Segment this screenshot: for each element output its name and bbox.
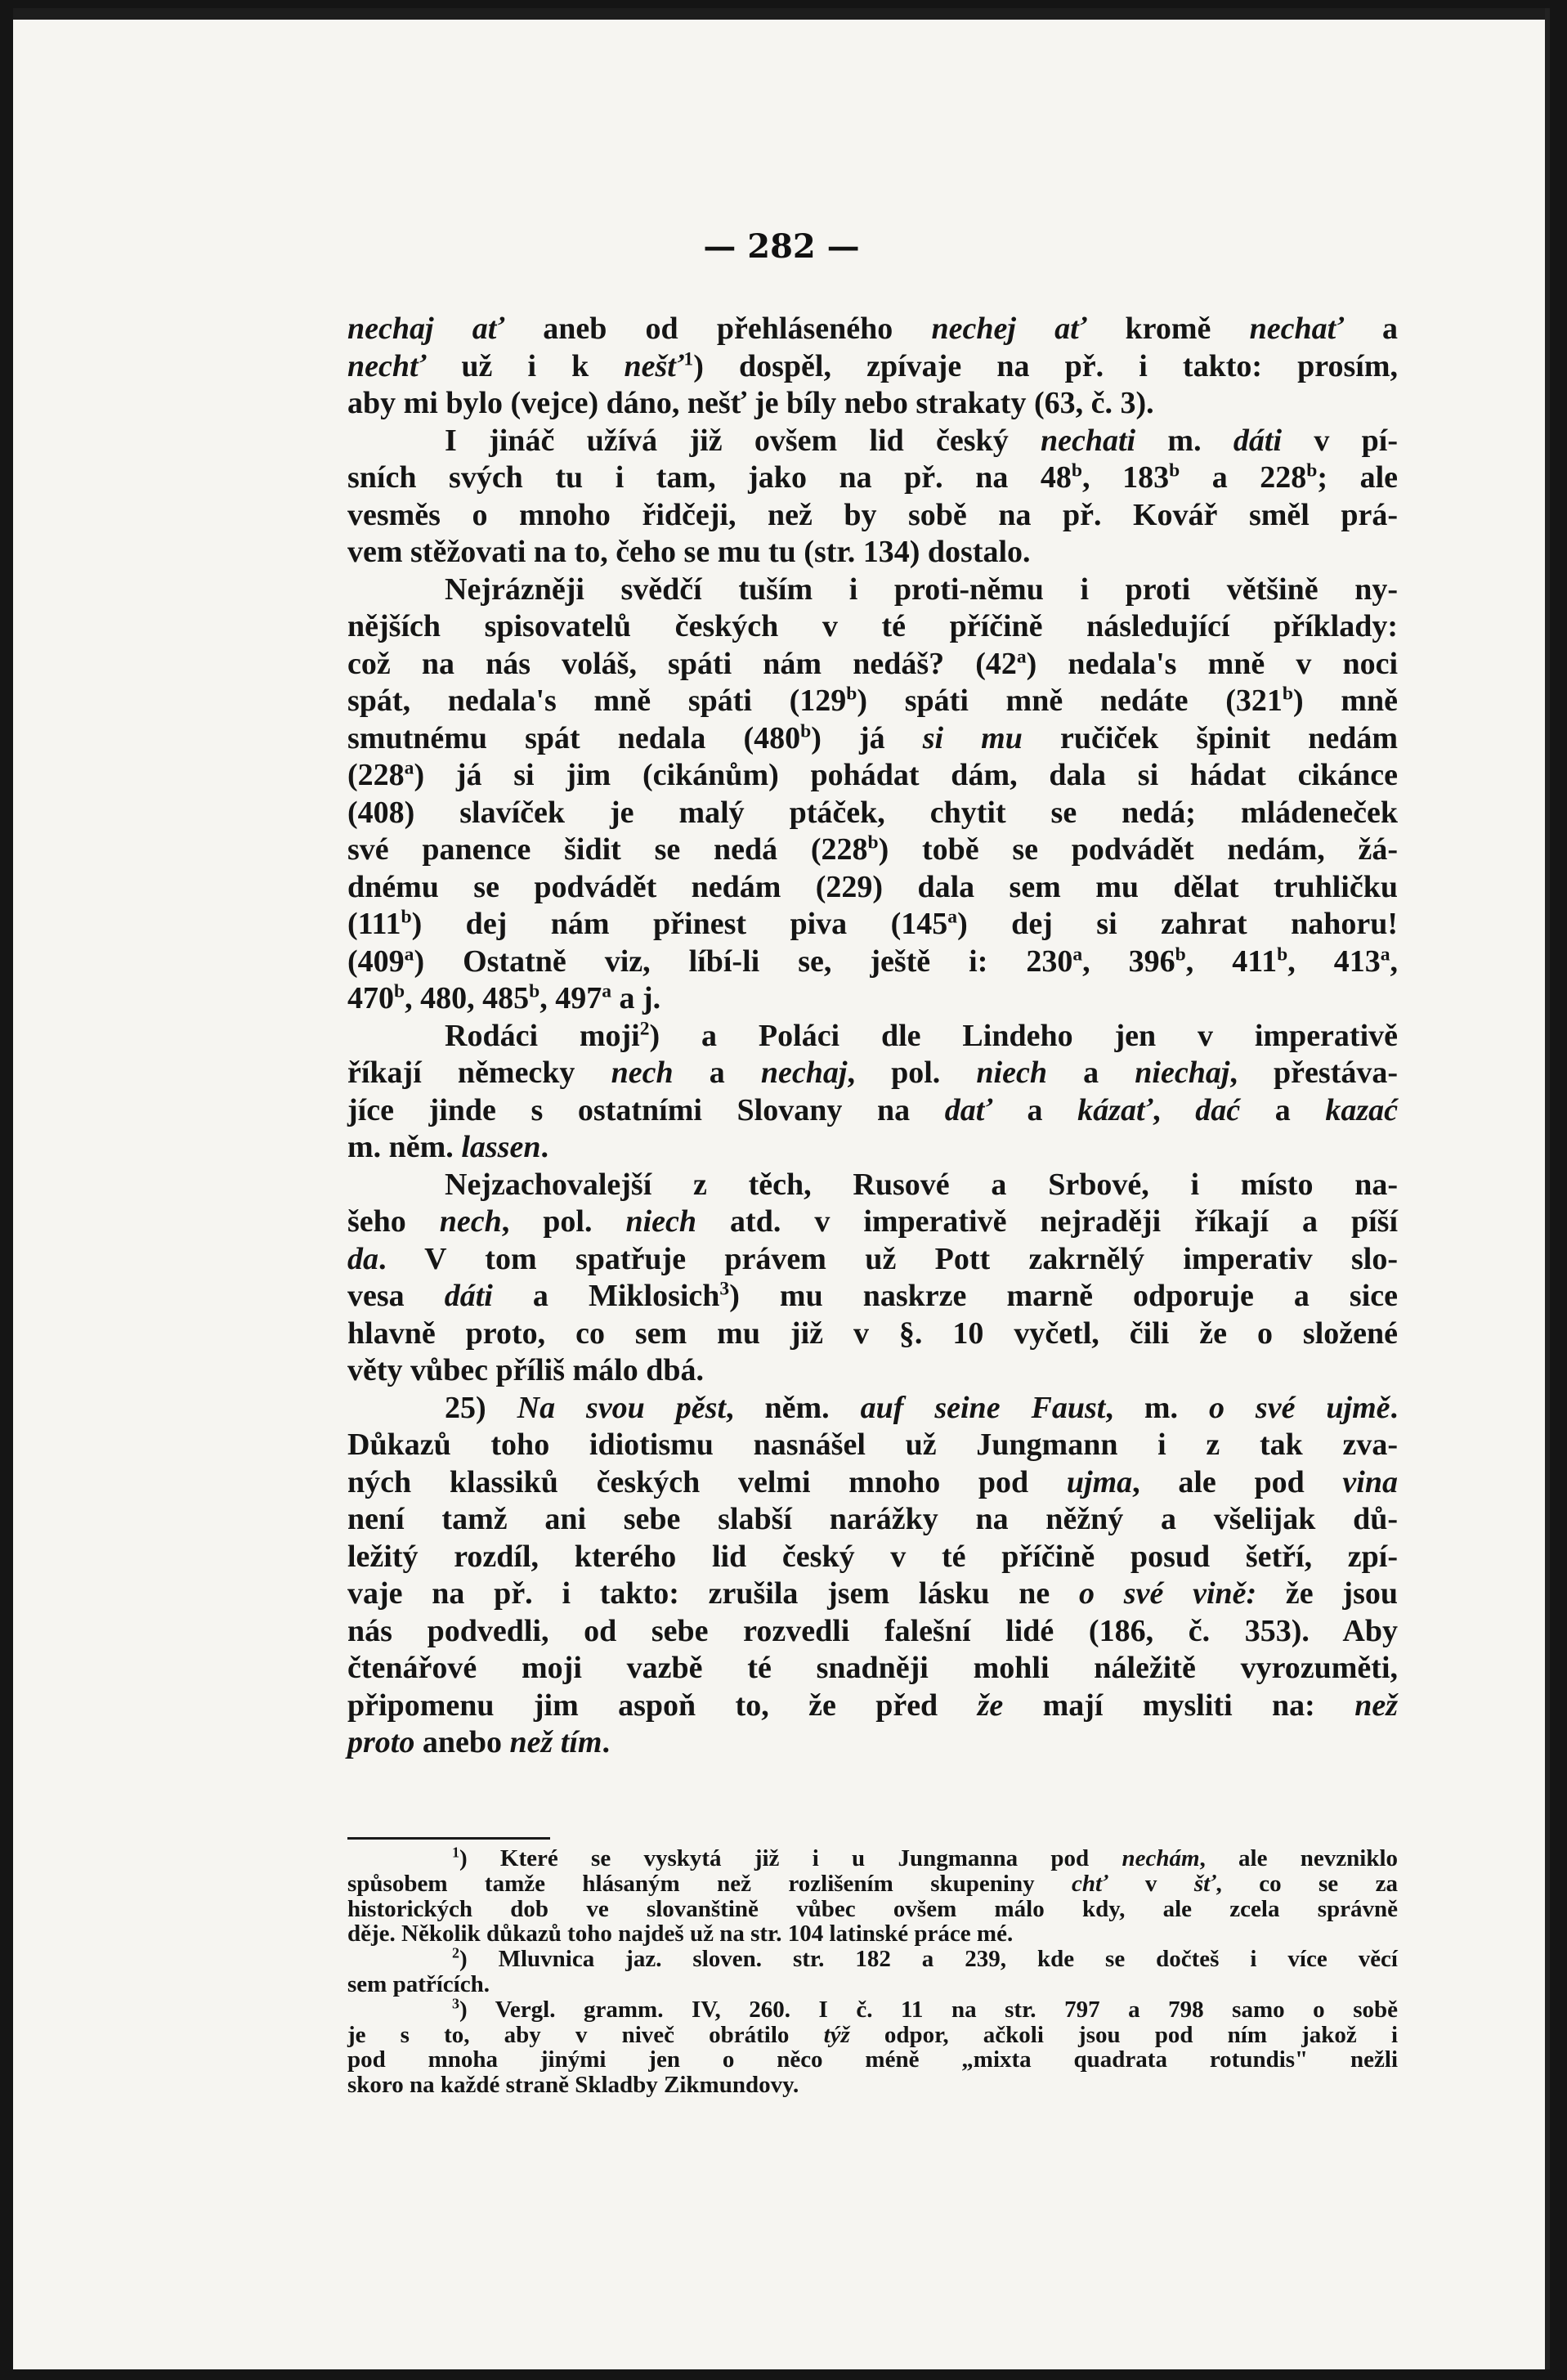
body-line: hlavně proto, co sem mu již v §. 10 vyčetl, čili že o složené: [347, 1315, 1398, 1351]
body-line: Nejzachovalejší z těch, Rusové a Srbové, i místo na-: [445, 1167, 1398, 1202]
body-line: vem stěžovati na to, čeho se mu tu (str. 134) dostalo.: [347, 535, 1031, 569]
body-line: 25) Na svou pěst, něm. auf seine Faust, m. o své ujmě.: [445, 1390, 1399, 1425]
body-line: Rodáci moji$^2$) a Poláci dle Lindeho jen v imperativě: [445, 1017, 1399, 1053]
body-line: připomenu jim aspoň to, že před že mají mysliti na: než: [347, 1688, 1398, 1723]
body-line: proto anebo než tím.: [347, 1725, 610, 1759]
body-line: (409$^a$) Ostatně viz, líbí-li se, ještě i: 230$^a$, 396$^b$, 411$^b$, 413$^a$,: [347, 943, 1399, 979]
footnote-line: $^1$) Které se vyskytá již i u Jungmanna pod nechám, ale nevzniklo: [452, 1844, 1399, 1871]
footnote-line: sem patřících.: [347, 1970, 490, 1997]
body-line: věty vůbec příliš málo dbá.: [347, 1353, 704, 1387]
body-line: což na nás voláš, spáti nám nedáš? (42$^a$) nedala's mně v noci: [347, 645, 1399, 681]
body-line: šeho nech, pol. niech atd. v imperativě nejraději říkají a píší: [347, 1204, 1398, 1239]
body-line: nechaj ať aneb od přehláseného nechej ať kromě nechať a: [347, 312, 1398, 346]
body-line: ležitý rozdíl, kterého lid český v té příčině posud šetří, zpí-: [347, 1539, 1398, 1574]
footnote-line: pod mnoha jinými jen o něco méně „mixta quadrata rotundis" nežli: [347, 2046, 1398, 2073]
document-page: [13, 8, 1550, 2369]
body-line: Nejrázněji svědčí tuším i proti-němu i proti většině ny-: [445, 571, 1398, 607]
footnote-separator: [347, 1837, 550, 1840]
footnote-line: $^2$) Mluvnica jaz. sloven. str. 182 a 239, kde se dočteš i více věcí: [452, 1944, 1398, 1973]
body-line: sních svých tu i tam, jako na př. na 48$^b$, 183$^b$ a 228$^b$; ale: [347, 459, 1398, 495]
body-line: Důkazů toho idiotismu nasnášel už Jungmann i z tak zva-: [347, 1428, 1398, 1462]
body-line: spát, nedala's mně spáti (129$^b$) spáti mně nedáte (321$^b$) mně: [347, 683, 1398, 718]
scan-border-right: [1545, 8, 1550, 2369]
body-line: říkají německy nech a nechaj, pol. niech a niechaj, přestáva-: [347, 1056, 1399, 1090]
body-line: da. V tom spatřuje právem už Pott zakrnělý imperativ slo-: [347, 1241, 1398, 1276]
body-line: I jináč užívá již ovšem lid český nechati m. dáti v pí-: [445, 423, 1398, 458]
body-line: ných klassiků českých velmi mnoho pod ujma, ale pod vina: [347, 1464, 1398, 1499]
footnote-line: děje. Několik důkazů toho najdeš už na str. 104 latinské práce mé.: [347, 1921, 1014, 1947]
body-line: smutnému spát nedala (480$^b$) já si mu ručiček špinit nedám: [347, 719, 1399, 755]
body-line: vaje na př. i takto: zrušila jsem lásku ne o své vině: že jsou: [347, 1576, 1399, 1611]
scan-border-top: [13, 8, 1550, 20]
footnote-line: $^3$) Vergl. gramm. IV, 260. I č. 11 na str. 797 a 798 samo o sobě: [452, 1995, 1398, 2023]
footnote-line: historických dob ve slovanštině vůbec ovšem málo kdy, ale zcela správně: [347, 1895, 1398, 1922]
body-line: (228$^a$) já si jim (cikánům) pohádat dám, dala si hádat cikánce: [347, 757, 1398, 792]
body-line: nějších spisovatelů českých v té příčině následující příklady:: [347, 609, 1398, 643]
body-line: (111$^b$) dej nám přinest piva (145$^a$) dej si zahrat nahoru!: [347, 906, 1398, 941]
body-line: m. něm. lassen.: [347, 1130, 548, 1164]
body-line: vesměs o mnoho řidčeji, než by sobě na př. Kovář směl prá-: [347, 497, 1398, 532]
footnote-line: spůsobem tamže hlásaným než rozlišením skupeniny chť v šť, co se za: [347, 1870, 1398, 1897]
body-line: jíce jinde s ostatními Slovany na dať a kázať, dać a kazać: [347, 1092, 1399, 1127]
body-line: nechť už i k nešť$^1$) dospěl, zpívaje na př. i takto: prosím,: [347, 347, 1398, 383]
body-line: nás podvedli, od sebe rozvedli falešní lidé (186, č. 353). Aby: [347, 1613, 1398, 1648]
body-line: (408) slavíček je malý ptáček, chytit se nedá; mládeneček: [347, 795, 1398, 830]
footnote-line: je s to, aby v niveč obrátilo týž odpor, ačkoli jsou pod ním jakož i: [347, 2021, 1398, 2048]
body-line: vesa dáti a Miklosich$^3$) mu naskrze marně odporuje a sice: [347, 1278, 1399, 1313]
footnote-line: skoro na každé straně Skladby Zikmundovy.: [347, 2072, 799, 2099]
body-line: dnému se podvádět nedám (229) dala sem mu dělat truhličku: [347, 869, 1398, 904]
body-line: aby mi bylo (vejce) dáno, nešť je bíly nebo strakaty (63, č. 3).: [347, 386, 1154, 420]
body-line: není tamž ani sebe slabší narážky na něžný a všelijak dů-: [347, 1502, 1398, 1536]
body-text: [347, 311, 1398, 1762]
body-line: 470$^b$, 480, 485$^b$, 497$^a$ a j.: [347, 980, 661, 1015]
body-line: své panence šidit se nedá (228$^b$) tobě se podvádět nedám, žá-: [347, 831, 1398, 867]
body-line: čtenářové moji vazbě té snadněji mohli náležitě vyrozuměti,: [347, 1651, 1398, 1685]
footnotes: [347, 1846, 1398, 2098]
page-number: — 282 —: [703, 227, 860, 266]
